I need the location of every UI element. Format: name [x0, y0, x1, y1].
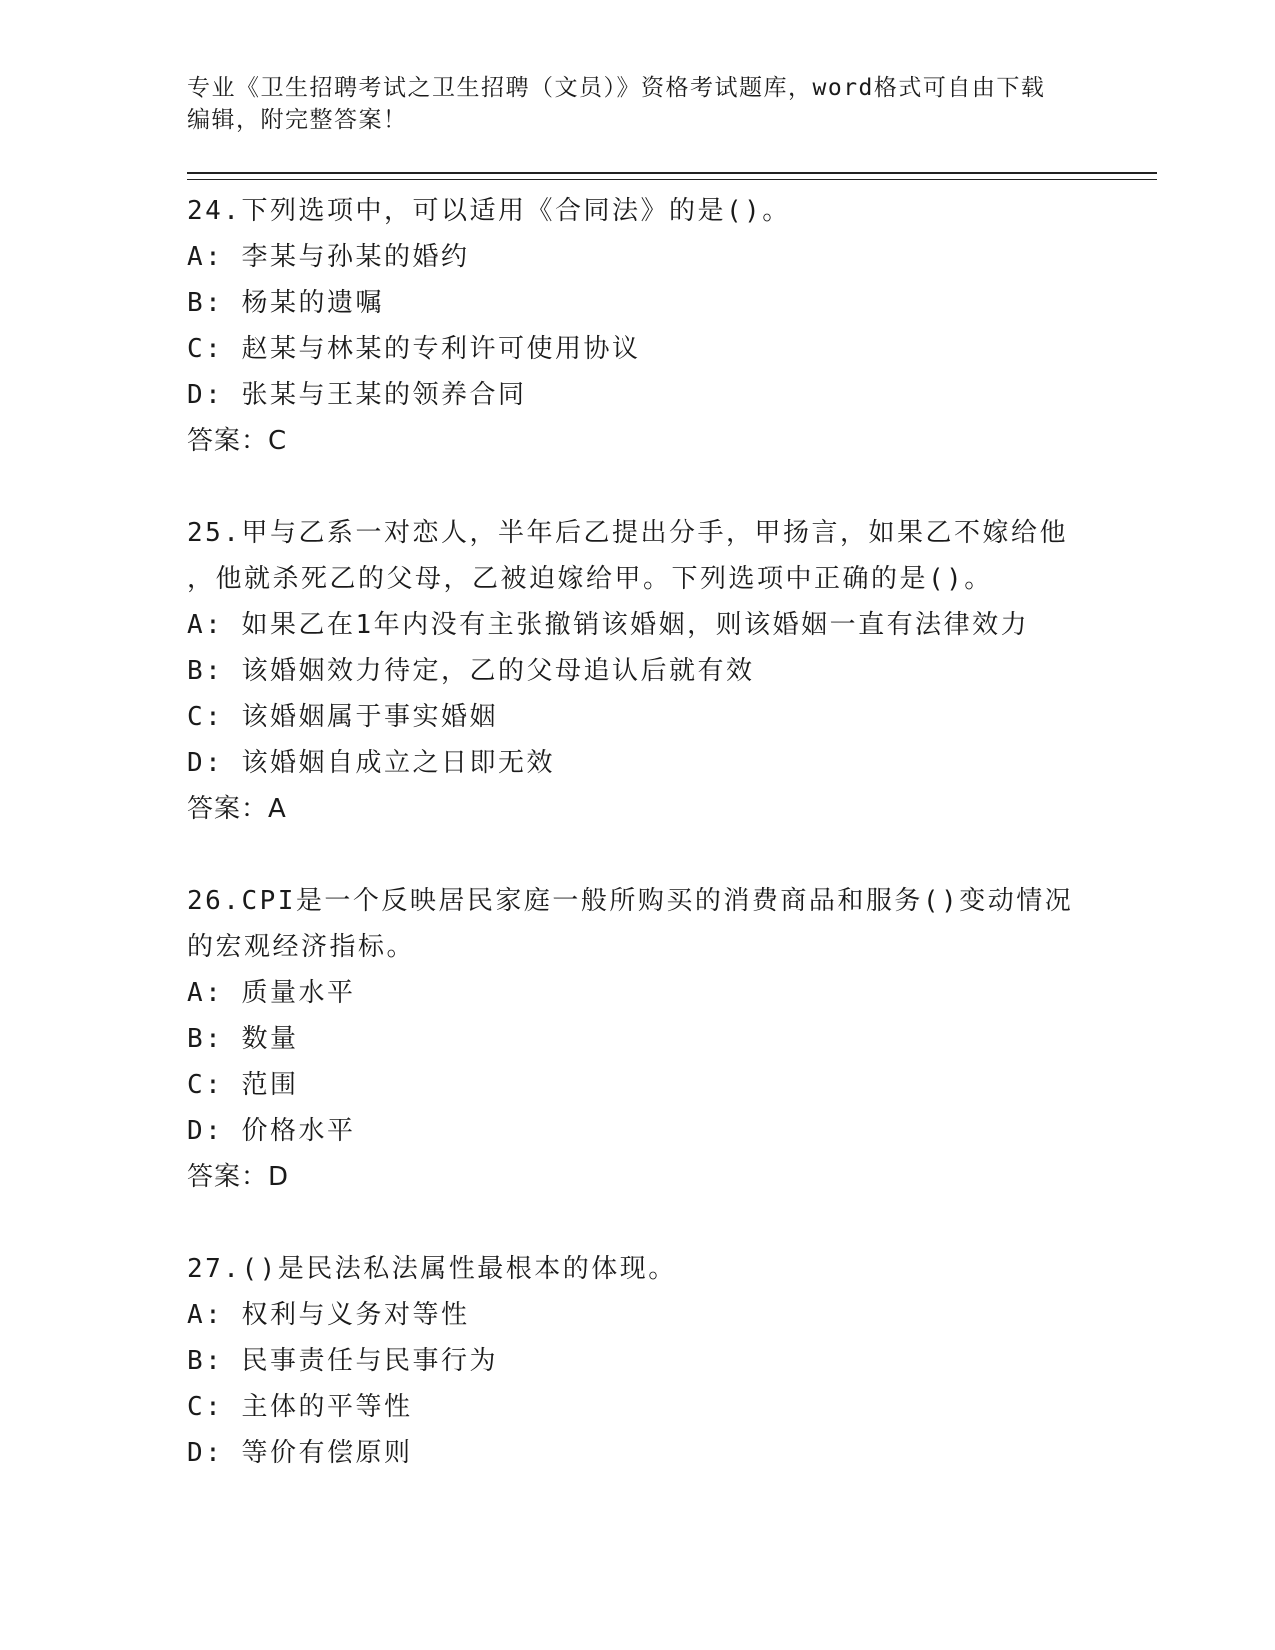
- option-a: A: 如果乙在1年内没有主张撤销该婚姻，则该婚姻一直有法律效力: [187, 610, 1030, 640]
- document-page: [187, 72, 1157, 1476]
- question-25: [187, 510, 1157, 832]
- spacer: [187, 1200, 1157, 1246]
- question-title-line-2: 的宏观经济指标。: [187, 932, 416, 962]
- header-line-2: 编辑，附完整答案！: [187, 107, 408, 133]
- header-divider: [187, 172, 1157, 180]
- option-d: D: 该婚姻自成立之日即无效: [187, 748, 555, 778]
- option-b: B: 该婚姻效力待定，乙的父母追认后就有效: [187, 656, 755, 686]
- option-c: C: 范围: [187, 1070, 299, 1100]
- option-b: B: 数量: [187, 1024, 299, 1054]
- option-c: C: 赵某与林某的专利许可使用协议: [187, 334, 641, 364]
- answer-label: 答案：C: [187, 426, 288, 456]
- spacer: [187, 832, 1157, 878]
- option-a: A: 李某与孙某的婚约: [187, 242, 470, 272]
- option-c: C: 主体的平等性: [187, 1392, 413, 1422]
- option-c: C: 该婚姻属于事实婚姻: [187, 702, 498, 732]
- spacer: [187, 464, 1157, 510]
- option-d: D: 等价有偿原则: [187, 1438, 413, 1468]
- header-line-1: 专业《卫生招聘考试之卫生招聘（文员）》资格考试题库，word格式可自由下载: [187, 75, 1046, 101]
- question-title: 27.()是民法私法属性最根本的体现。: [187, 1254, 677, 1284]
- question-26: [187, 878, 1157, 1200]
- answer-label: 答案：A: [187, 794, 287, 824]
- question-title: 24.下列选项中，可以适用《合同法》的是()。: [187, 196, 791, 226]
- document-header: [187, 72, 1087, 136]
- option-b: B: 民事责任与民事行为: [187, 1346, 498, 1376]
- option-b: B: 杨某的遗嘱: [187, 288, 384, 318]
- option-a: A: 质量水平: [187, 978, 356, 1008]
- question-title-line-1: 26.CPI是一个反映居民家庭一般所购买的消费商品和服务()变动情况: [187, 886, 1074, 916]
- answer-label: 答案：D: [187, 1162, 290, 1192]
- option-a: A: 权利与义务对等性: [187, 1300, 470, 1330]
- question-title-line-2: ，他就杀死乙的父母，乙被迫嫁给甲。下列选项中正确的是()。: [187, 564, 993, 594]
- question-27: [187, 1246, 1157, 1476]
- question-24: [187, 188, 1157, 464]
- question-title-line-1: 25.甲与乙系一对恋人，半年后乙提出分手，甲扬言，如果乙不嫁给他: [187, 518, 1068, 548]
- option-d: D: 价格水平: [187, 1116, 356, 1146]
- option-d: D: 张某与王某的领养合同: [187, 380, 527, 410]
